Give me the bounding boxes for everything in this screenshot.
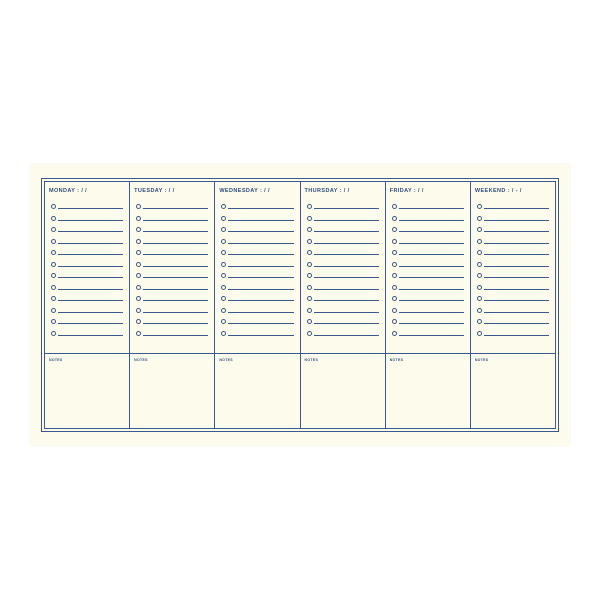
writing-line <box>484 254 549 255</box>
task-line[interactable] <box>221 284 293 290</box>
writing-line <box>143 335 208 336</box>
task-line[interactable] <box>51 226 123 232</box>
task-line[interactable] <box>477 226 549 232</box>
writing-line <box>399 312 464 313</box>
writing-line <box>484 335 549 336</box>
task-line[interactable] <box>307 318 379 324</box>
writing-line <box>143 312 208 313</box>
checkbox-circle-icon[interactable] <box>477 331 482 336</box>
writing-line <box>58 220 123 221</box>
checkbox-circle-icon[interactable] <box>307 262 312 267</box>
checkbox-circle-icon[interactable] <box>51 296 56 301</box>
day-heading: TUESDAY : / / <box>134 188 175 194</box>
task-line[interactable] <box>307 203 379 209</box>
weekly-planner-sheet <box>30 164 570 446</box>
task-line[interactable] <box>392 261 464 267</box>
checkbox-circle-icon[interactable] <box>307 319 312 324</box>
writing-line <box>143 277 208 278</box>
writing-line <box>314 289 379 290</box>
task-line[interactable] <box>221 261 293 267</box>
planner-grid <box>44 181 556 429</box>
task-line[interactable] <box>477 284 549 290</box>
checkbox-circle-icon[interactable] <box>392 239 397 244</box>
checkbox-circle-icon[interactable] <box>477 285 482 290</box>
writing-line <box>143 323 208 324</box>
checkbox-circle-icon[interactable] <box>221 331 226 336</box>
writing-line <box>484 277 549 278</box>
checkbox-circle-icon[interactable] <box>221 308 226 313</box>
writing-line <box>314 312 379 313</box>
task-line[interactable] <box>307 249 379 255</box>
writing-line <box>143 289 208 290</box>
task-line[interactable] <box>392 272 464 278</box>
task-line[interactable] <box>477 330 549 336</box>
task-line[interactable] <box>51 284 123 290</box>
checkbox-circle-icon[interactable] <box>136 308 141 313</box>
task-line[interactable] <box>392 284 464 290</box>
writing-line <box>399 300 464 301</box>
writing-line <box>228 208 293 209</box>
notes-box[interactable] <box>470 354 555 428</box>
task-line[interactable] <box>136 318 208 324</box>
checkbox-circle-icon[interactable] <box>477 273 482 278</box>
task-line[interactable] <box>136 307 208 313</box>
day-column-friday <box>385 182 470 353</box>
task-line[interactable] <box>51 318 123 324</box>
checkbox-circle-icon[interactable] <box>392 262 397 267</box>
writing-line <box>314 335 379 336</box>
task-line[interactable] <box>392 330 464 336</box>
writing-line <box>228 220 293 221</box>
task-line[interactable] <box>221 295 293 301</box>
task-line[interactable] <box>136 284 208 290</box>
checkbox-circle-icon[interactable] <box>136 296 141 301</box>
day-heading: FRIDAY : / / <box>389 188 424 194</box>
writing-line <box>58 289 123 290</box>
checkbox-circle-icon[interactable] <box>392 296 397 301</box>
checkbox-circle-icon[interactable] <box>307 250 312 255</box>
writing-line <box>58 300 123 301</box>
checkbox-circle-icon[interactable] <box>392 250 397 255</box>
task-line[interactable] <box>307 261 379 267</box>
checkbox-circle-icon[interactable] <box>392 216 397 221</box>
planner-frame <box>41 178 559 432</box>
checkbox-circle-icon[interactable] <box>221 204 226 209</box>
writing-line <box>228 323 293 324</box>
writing-line <box>399 289 464 290</box>
task-line[interactable] <box>51 238 123 244</box>
writing-line <box>314 208 379 209</box>
checkbox-circle-icon[interactable] <box>392 319 397 324</box>
writing-line <box>484 289 549 290</box>
writing-line <box>143 220 208 221</box>
task-line[interactable] <box>307 238 379 244</box>
checkbox-circle-icon[interactable] <box>51 227 56 232</box>
writing-line <box>484 266 549 267</box>
checkbox-circle-icon[interactable] <box>477 216 482 221</box>
day-column-weekend <box>470 182 555 353</box>
checkbox-circle-icon[interactable] <box>307 204 312 209</box>
checkbox-circle-icon[interactable] <box>221 319 226 324</box>
task-line[interactable] <box>51 307 123 313</box>
writing-line <box>143 266 208 267</box>
checkbox-circle-icon[interactable] <box>51 262 56 267</box>
checkbox-circle-icon[interactable] <box>136 239 141 244</box>
day-heading: THURSDAY : / / <box>304 188 350 194</box>
checkbox-circle-icon[interactable] <box>392 331 397 336</box>
writing-line <box>143 231 208 232</box>
writing-line <box>228 254 293 255</box>
writing-line <box>228 277 293 278</box>
day-heading: WEDNESDAY : / / <box>219 188 270 194</box>
checkbox-circle-icon[interactable] <box>477 308 482 313</box>
task-line[interactable] <box>51 215 123 221</box>
writing-line <box>314 220 379 221</box>
day-column-wednesday <box>214 182 299 353</box>
writing-line <box>228 300 293 301</box>
writing-line <box>228 231 293 232</box>
checkbox-circle-icon[interactable] <box>51 273 56 278</box>
writing-line <box>314 243 379 244</box>
checkbox-circle-icon[interactable] <box>477 262 482 267</box>
writing-line <box>484 300 549 301</box>
writing-line <box>399 323 464 324</box>
writing-line <box>484 312 549 313</box>
checkbox-circle-icon[interactable] <box>392 285 397 290</box>
writing-line <box>399 266 464 267</box>
checkbox-circle-icon[interactable] <box>136 216 141 221</box>
checkbox-circle-icon[interactable] <box>136 331 141 336</box>
notes-label: NOTES <box>134 358 148 362</box>
writing-line <box>58 208 123 209</box>
writing-line <box>58 277 123 278</box>
task-line[interactable] <box>307 226 379 232</box>
task-line[interactable] <box>221 318 293 324</box>
checkbox-circle-icon[interactable] <box>221 216 226 221</box>
checkbox-circle-icon[interactable] <box>392 273 397 278</box>
task-line[interactable] <box>221 238 293 244</box>
task-line[interactable] <box>221 272 293 278</box>
task-line[interactable] <box>136 203 208 209</box>
writing-line <box>228 312 293 313</box>
writing-line <box>484 220 549 221</box>
checkbox-circle-icon[interactable] <box>136 319 141 324</box>
writing-line <box>314 323 379 324</box>
notes-box[interactable] <box>129 354 214 428</box>
writing-line <box>143 243 208 244</box>
task-line[interactable] <box>221 203 293 209</box>
notes-box[interactable] <box>300 354 385 428</box>
task-line[interactable] <box>477 307 549 313</box>
task-line[interactable] <box>392 295 464 301</box>
checkbox-circle-icon[interactable] <box>221 239 226 244</box>
checkbox-circle-icon[interactable] <box>136 227 141 232</box>
checkbox-circle-icon[interactable] <box>221 262 226 267</box>
task-line[interactable] <box>51 272 123 278</box>
task-line[interactable] <box>477 272 549 278</box>
day-column-monday <box>45 182 129 353</box>
writing-line <box>58 323 123 324</box>
task-line[interactable] <box>392 318 464 324</box>
task-line[interactable] <box>392 249 464 255</box>
checkbox-circle-icon[interactable] <box>477 204 482 209</box>
checkbox-circle-icon[interactable] <box>477 239 482 244</box>
writing-line <box>399 220 464 221</box>
task-line[interactable] <box>51 295 123 301</box>
writing-line <box>228 335 293 336</box>
checkbox-circle-icon[interactable] <box>136 250 141 255</box>
task-line[interactable] <box>477 203 549 209</box>
task-line[interactable] <box>307 330 379 336</box>
writing-line <box>484 208 549 209</box>
day-column-thursday <box>300 182 385 353</box>
checkbox-circle-icon[interactable] <box>136 273 141 278</box>
day-heading: WEEKEND : / - / <box>474 188 522 194</box>
task-line[interactable] <box>477 261 549 267</box>
task-line[interactable] <box>221 249 293 255</box>
task-line[interactable] <box>51 261 123 267</box>
checkbox-circle-icon[interactable] <box>51 239 56 244</box>
writing-line <box>143 208 208 209</box>
notes-box[interactable] <box>385 354 470 428</box>
task-line[interactable] <box>307 284 379 290</box>
checkbox-circle-icon[interactable] <box>221 296 226 301</box>
checkbox-circle-icon[interactable] <box>392 308 397 313</box>
writing-line <box>58 231 123 232</box>
task-line[interactable] <box>136 261 208 267</box>
writing-line <box>58 335 123 336</box>
writing-line <box>228 266 293 267</box>
notes-label: NOTES <box>474 358 489 362</box>
task-line[interactable] <box>392 238 464 244</box>
writing-line <box>399 254 464 255</box>
notes-label: NOTES <box>219 358 233 362</box>
task-line[interactable] <box>51 330 123 336</box>
notes-box[interactable] <box>45 354 129 428</box>
task-line[interactable] <box>136 330 208 336</box>
writing-line <box>58 243 123 244</box>
writing-line <box>314 254 379 255</box>
checkbox-circle-icon[interactable] <box>136 285 141 290</box>
task-line[interactable] <box>392 215 464 221</box>
writing-line <box>314 266 379 267</box>
checkbox-circle-icon[interactable] <box>307 285 312 290</box>
task-line[interactable] <box>392 226 464 232</box>
notes-label: NOTES <box>49 358 63 362</box>
checkbox-circle-icon[interactable] <box>221 250 226 255</box>
writing-line <box>228 289 293 290</box>
checkbox-circle-icon[interactable] <box>51 216 56 221</box>
checkbox-circle-icon[interactable] <box>221 273 226 278</box>
checkbox-circle-icon[interactable] <box>307 227 312 232</box>
day-columns <box>45 182 555 354</box>
writing-line <box>399 243 464 244</box>
task-line[interactable] <box>477 215 549 221</box>
writing-line <box>484 323 549 324</box>
writing-line <box>58 312 123 313</box>
checkbox-circle-icon[interactable] <box>51 285 56 290</box>
checkbox-circle-icon[interactable] <box>477 227 482 232</box>
task-line[interactable] <box>307 307 379 313</box>
notes-row <box>45 354 555 428</box>
writing-line <box>58 266 123 267</box>
task-line[interactable] <box>136 215 208 221</box>
day-column-tuesday <box>129 182 214 353</box>
checkbox-circle-icon[interactable] <box>392 227 397 232</box>
task-line[interactable] <box>477 249 549 255</box>
checkbox-circle-icon[interactable] <box>307 308 312 313</box>
checkbox-circle-icon[interactable] <box>477 296 482 301</box>
task-line[interactable] <box>392 307 464 313</box>
task-line[interactable] <box>477 295 549 301</box>
checkbox-circle-icon[interactable] <box>221 285 226 290</box>
task-line[interactable] <box>221 307 293 313</box>
notes-label: NOTES <box>389 358 404 362</box>
checkbox-circle-icon[interactable] <box>51 308 56 313</box>
task-line[interactable] <box>307 215 379 221</box>
checkbox-circle-icon[interactable] <box>307 216 312 221</box>
task-line[interactable] <box>51 203 123 209</box>
writing-line <box>228 243 293 244</box>
writing-line <box>484 231 549 232</box>
writing-line <box>399 335 464 336</box>
checkbox-circle-icon[interactable] <box>51 250 56 255</box>
checkbox-circle-icon[interactable] <box>136 204 141 209</box>
checkbox-circle-icon[interactable] <box>51 204 56 209</box>
checkbox-circle-icon[interactable] <box>307 296 312 301</box>
notes-box[interactable] <box>214 354 299 428</box>
writing-line <box>58 254 123 255</box>
checkbox-circle-icon[interactable] <box>136 262 141 267</box>
writing-line <box>143 254 208 255</box>
writing-line <box>399 277 464 278</box>
writing-line <box>143 300 208 301</box>
checkbox-circle-icon[interactable] <box>392 204 397 209</box>
checkbox-circle-icon[interactable] <box>477 319 482 324</box>
task-line[interactable] <box>307 295 379 301</box>
task-line[interactable] <box>221 226 293 232</box>
task-line[interactable] <box>392 203 464 209</box>
checkbox-circle-icon[interactable] <box>51 331 56 336</box>
task-line[interactable] <box>221 330 293 336</box>
task-line[interactable] <box>136 249 208 255</box>
checkbox-circle-icon[interactable] <box>51 319 56 324</box>
writing-line <box>314 277 379 278</box>
writing-line <box>314 231 379 232</box>
writing-line <box>314 300 379 301</box>
task-line[interactable] <box>136 226 208 232</box>
checkbox-circle-icon[interactable] <box>477 250 482 255</box>
checkbox-circle-icon[interactable] <box>221 227 226 232</box>
task-line[interactable] <box>221 215 293 221</box>
writing-line <box>399 231 464 232</box>
task-line[interactable] <box>51 249 123 255</box>
day-heading: MONDAY : / / <box>49 188 88 194</box>
task-line[interactable] <box>307 272 379 278</box>
checkbox-circle-icon[interactable] <box>307 331 312 336</box>
task-line[interactable] <box>136 272 208 278</box>
checkbox-circle-icon[interactable] <box>307 273 312 278</box>
checkbox-circle-icon[interactable] <box>307 239 312 244</box>
task-line[interactable] <box>477 318 549 324</box>
notes-label: NOTES <box>304 358 319 362</box>
task-line[interactable] <box>477 238 549 244</box>
writing-line <box>484 243 549 244</box>
writing-line <box>399 208 464 209</box>
task-line[interactable] <box>136 295 208 301</box>
task-line[interactable] <box>136 238 208 244</box>
